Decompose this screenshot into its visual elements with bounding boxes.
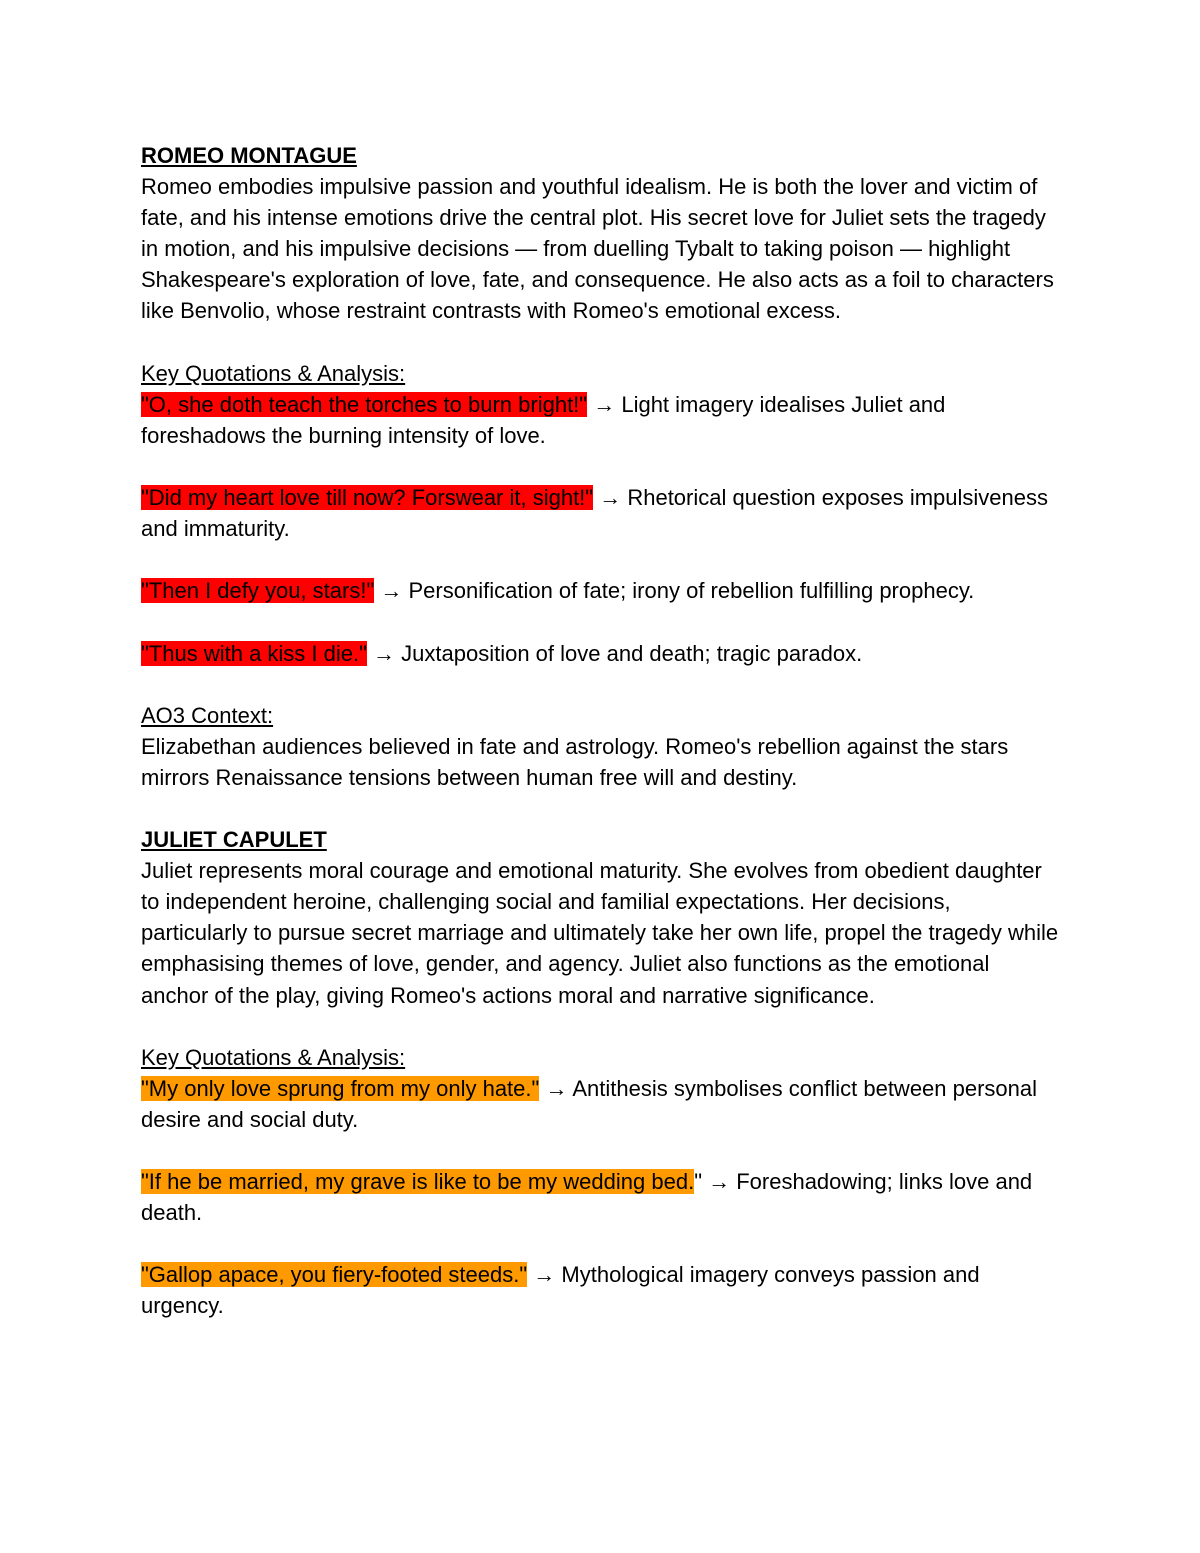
juliet-quote-item: [141, 1073, 1061, 1135]
juliet-quote-analysis: → Antithesis symbolises conflict between personal desire and social duty.: [141, 1075, 1038, 1132]
romeo-quote-item: [141, 638, 1061, 669]
romeo-quote-text: "Thus with a kiss I die.": [141, 640, 367, 666]
romeo-context: Elizabethan audiences believed in fate and astrology. Romeo's rebellion against the stars mirrors Renaissance tensions between human free will and destiny.: [141, 733, 1009, 790]
juliet-quote-text: "My only love sprung from my only hate.": [141, 1075, 540, 1101]
romeo-context-heading: AO3 Context:: [141, 702, 274, 728]
romeo-heading: ROMEO MONTAGUE: [141, 143, 357, 168]
spacer: [141, 327, 1061, 358]
spacer: [141, 669, 1061, 700]
romeo-quote-analysis: → Light imagery idealises Juliet and foreshadows the burning intensity of love.: [141, 391, 946, 448]
spacer: [141, 1011, 1061, 1042]
spacer: [141, 544, 1061, 575]
juliet-quote-analysis: " → Foreshadowing; links love and death.: [141, 1169, 1033, 1226]
spacer: [141, 1228, 1061, 1259]
romeo-description: Romeo embodies impulsive passion and youthful idealism. He is both the lover and victim of fate, and his intense emotions drive the central plot. His secret love for Juliet sets the tragedy in motion, and his impulsive decisions — from duelling Tybalt to taking poison — highlight Shakespeare's exploration of love, fate, and consequence. He also acts as a foil to characters like Benvolio, whose restraint contrasts with Romeo's emotional excess.: [141, 174, 1054, 324]
juliet-quote-item: [141, 1166, 1061, 1228]
spacer: [141, 793, 1061, 824]
romeo-quote-analysis: → Rhetorical question exposes impulsiveness and immaturity.: [141, 485, 1048, 542]
romeo-quote-item: [141, 575, 1061, 606]
romeo-quotes-heading: Key Quotations & Analysis:: [141, 360, 406, 386]
juliet-quote-item: [141, 1259, 1061, 1321]
romeo-quote-item: [141, 482, 1061, 544]
juliet-quote-text: "If he be married, my grave is like to be my wedding bed.: [141, 1169, 695, 1195]
juliet-quote-text: "Gallop apace, you fiery-footed steeds.": [141, 1262, 528, 1288]
romeo-quote-text: "O, she doth teach the torches to burn bright!": [141, 391, 588, 417]
juliet-description: Juliet represents moral courage and emotional maturity. She evolves from obedient daughter to independent heroine, challenging social and familial expectations. Her decisions, particularly to pursue secret marriage and ultimately take her own life, propel the tragedy while emphasising themes of love, gender, and agency. Juliet also functions as the emotional anchor of the play, giving Romeo's actions moral and narrative significance.: [141, 858, 1059, 1008]
romeo-quote-analysis: → Personification of fate; irony of rebellion fulfilling prophecy.: [374, 578, 975, 604]
romeo-quote-analysis: → Juxtaposition of love and death; tragic paradox.: [366, 640, 863, 666]
spacer: [141, 1135, 1061, 1166]
spacer: [141, 451, 1061, 482]
romeo-quote-item: [141, 389, 1061, 451]
document-page: [141, 140, 1061, 1322]
juliet-quote-analysis: → Mythological imagery conveys passion and urgency.: [141, 1262, 980, 1319]
juliet-heading: JULIET CAPULET: [141, 827, 327, 853]
juliet-quotes-heading: Key Quotations & Analysis:: [141, 1044, 406, 1070]
romeo-quote-text: "Did my heart love till now? Forswear it, sight!": [141, 485, 594, 511]
romeo-quote-text: "Then I defy you, stars!": [141, 578, 375, 604]
spacer: [141, 606, 1061, 637]
